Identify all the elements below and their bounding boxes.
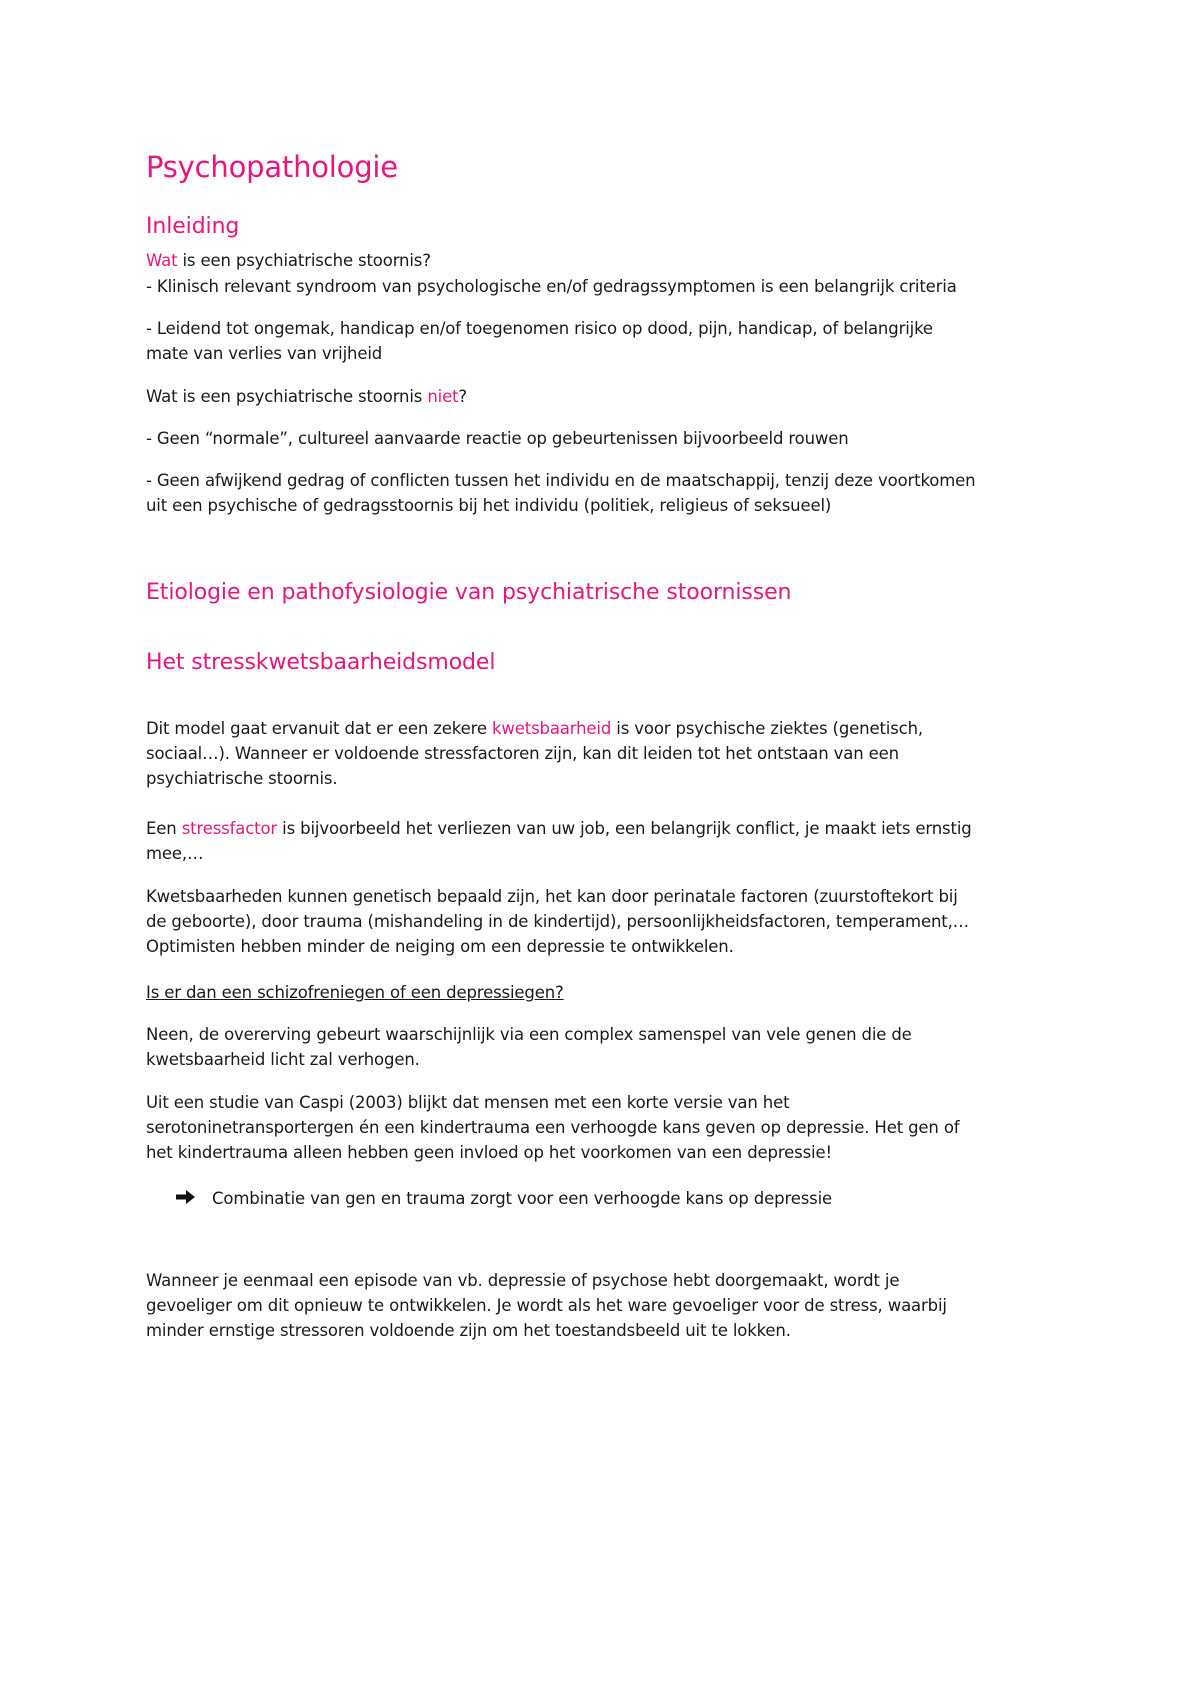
paragraph-sensitisatie [146, 1268, 1066, 1343]
line: sociaal…). Wanneer er voldoende stressfactoren zijn, kan dit leiden tot het ontstaan van een [146, 744, 899, 763]
highlight-kwetsbaarheid: kwetsbaarheid [492, 719, 612, 738]
paragraph-kwetsbaarheden [146, 884, 1066, 959]
text: is voor psychische ziektes (genetisch, [611, 719, 923, 738]
highlight-stressfactor: stressfactor [181, 819, 278, 838]
line: mee,… [146, 844, 204, 863]
paragraph-caspi [146, 1090, 1066, 1165]
question-schizofreniegen: Is er dan een schizofreniegen of een depressiegen? [146, 983, 564, 1002]
question-what-is [146, 248, 1066, 273]
negative-bullet-2 [146, 468, 1066, 518]
question-what-is-not [146, 384, 1066, 409]
line: uit een psychische of gedragsstoornis bij het individu (politiek, religieus of seksueel) [146, 496, 832, 515]
line: kwetsbaarheid licht zal verhogen. [146, 1050, 420, 1069]
line: Kwetsbaarheden kunnen genetisch bepaald zijn, het kan door perinatale factoren (zuurstoftekort bij [146, 887, 958, 906]
text: Dit model gaat ervanuit dat er een zekere [146, 719, 492, 738]
line: Optimisten hebben minder de neiging om een depressie te ontwikkelen. [146, 937, 734, 956]
text: is bijvoorbeeld het verliezen van uw job, een belangrijk conflict, je maakt iets ernstig [277, 819, 972, 838]
question-mark: ? [458, 387, 468, 406]
arrow-item-text: Combinatie van gen en trauma zorgt voor een verhoogde kans op depressie [212, 1189, 833, 1208]
page-title: Psychopathologie [146, 150, 398, 184]
section-heading-inleiding: Inleiding [146, 214, 240, 239]
negative-bullet-1: - Geen “normale”, cultureel aanvaarde reactie op gebeurtenissen bijvoorbeeld rouwen [146, 429, 849, 448]
text: Een [146, 819, 182, 838]
line: psychiatrische stoornis. [146, 769, 338, 788]
line: Neen, de overerving gebeurt waarschijnlijk via een complex samenspel van vele genen die de [146, 1025, 912, 1044]
paragraph-stressfactor [146, 816, 1066, 866]
definition-bullet-1: - Klinisch relevant syndroom van psychologische en/of gedragssymptomen is een belangrijk criteria [146, 277, 957, 296]
line: - Geen afwijkend gedrag of conflicten tussen het individu en de maatschappij, tenzij deze voortkomen [146, 471, 976, 490]
line: serotoninetransportergen én een kindertrauma een verhoogde kans geven op depressie. Het gen of [146, 1118, 960, 1137]
definition-bullet-2 [146, 316, 1066, 366]
paragraph-model-intro [146, 716, 1066, 791]
line: het kindertrauma alleen hebben geen invloed op het voorkomen van een depressie! [146, 1143, 832, 1162]
line: gevoeliger om dit opnieuw te ontwikkelen. Je wordt als het ware gevoeliger voor de stress, waarbij [146, 1296, 947, 1315]
line: mate van verlies van vrijheid [146, 344, 383, 363]
section-heading-model: Het stresskwetsbaarheidsmodel [146, 650, 496, 675]
line: Wanneer je eenmaal een episode van vb. depressie of psychose hebt doorgemaakt, wordt je [146, 1271, 900, 1290]
highlight-wat: Wat [146, 251, 178, 270]
line: minder ernstige stressoren voldoende zijn om het toestandsbeeld uit te lokken. [146, 1321, 791, 1340]
paragraph-overerving [146, 1022, 1066, 1072]
arrow-right-icon [176, 1187, 198, 1212]
question-text: Wat is een psychiatrische stoornis [146, 387, 428, 406]
section-heading-etiologie: Etiologie en pathofysiologie van psychiatrische stoornissen [146, 580, 792, 605]
line: de geboorte), door trauma (mishandeling in de kindertijd), persoonlijkheidsfactoren, temperament,… [146, 912, 970, 931]
question-text: is een psychiatrische stoornis? [177, 251, 431, 270]
highlight-niet: niet [427, 387, 459, 406]
line: Uit een studie van Caspi (2003) blijkt dat mensen met een korte versie van het [146, 1093, 790, 1112]
line: - Leidend tot ongemak, handicap en/of toegenomen risico op dood, pijn, handicap, of belangrijke [146, 319, 933, 338]
arrow-list-item [176, 1186, 832, 1212]
